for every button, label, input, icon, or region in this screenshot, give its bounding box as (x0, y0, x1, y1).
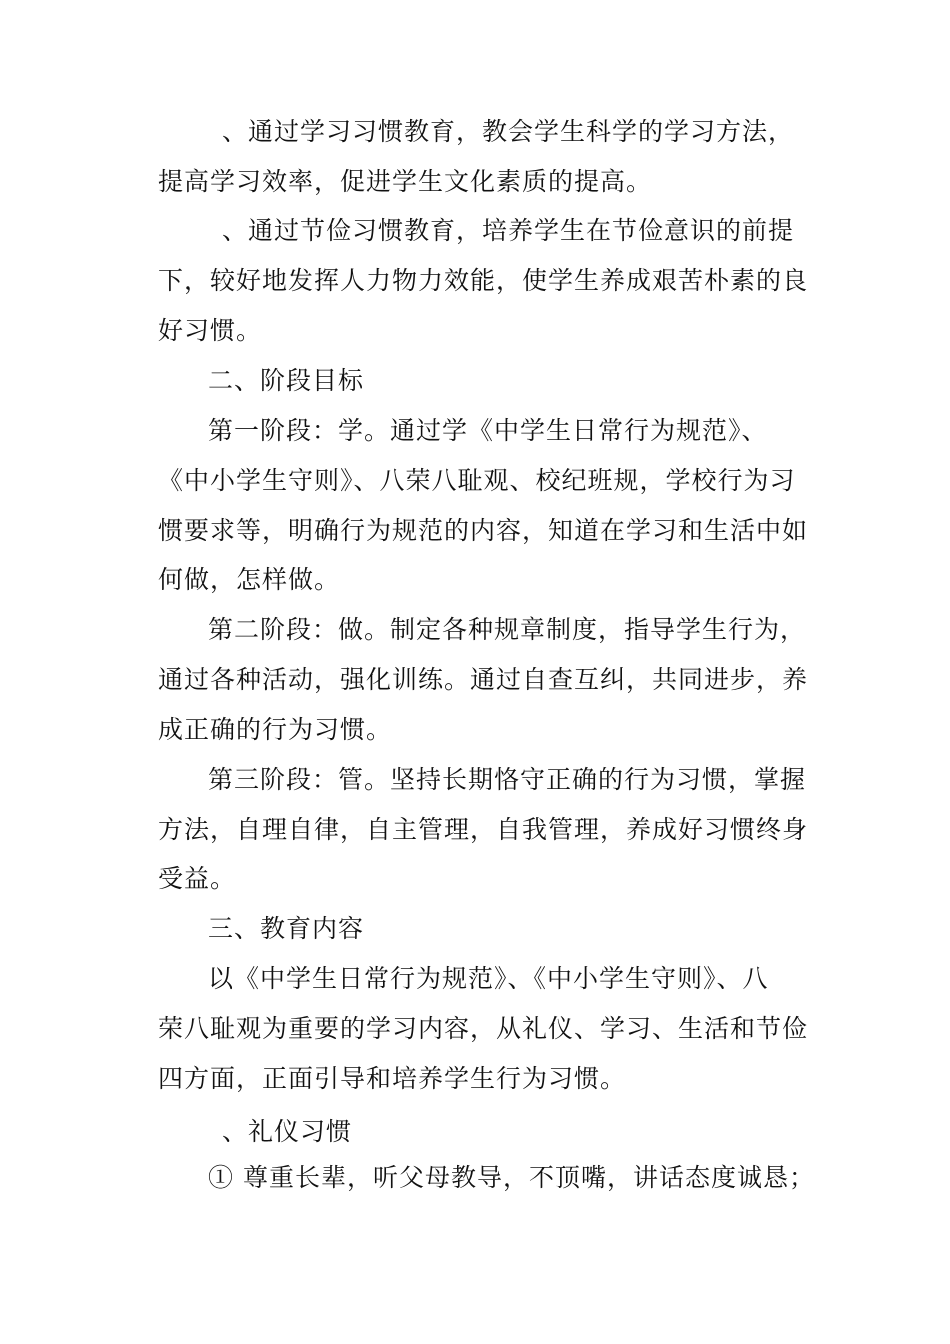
text-line: 方法，自理自律，自主管理，自我管理，养成好习惯终身 (158, 815, 809, 844)
text-line: 第一阶段：学。通过学《中学生日常行为规范》、 (208, 416, 768, 445)
text-line: 提高学习效率，促进学生文化素质的提高。 (158, 167, 653, 196)
text-line: 第二阶段：做。制定各种规章制度，指导学生行为， (208, 615, 807, 644)
section-heading: 二、阶段目标 (208, 366, 365, 395)
list-item: ① 尊重长辈，听父母教导，不顶嘴，讲话态度诚恳； (208, 1163, 815, 1192)
text-line: 荣八耻观为重要的学习内容，从礼仪、学习、生活和节俭 (158, 1014, 809, 1043)
text-line: 好习惯。 (158, 316, 263, 345)
text-line: 、通过节俭习惯教育，培养学生在节俭意识的前提 (222, 216, 795, 245)
text-line: 《中小学生守则》、八荣八耻观、校纪班规，学校行为习 (158, 466, 796, 495)
text-line: 成正确的行为习惯。 (158, 715, 393, 744)
section-heading: 三、教育内容 (208, 914, 365, 943)
text-line: 四方面，正面引导和培养学生行为习惯。 (158, 1064, 627, 1093)
text-line: 以《中学生日常行为规范》、《中小学生守则》、八 (208, 964, 769, 993)
text-line: 受益。 (158, 864, 237, 893)
text-line: 通过各种活动，强化训练。通过自查互纠，共同进步，养 (158, 665, 809, 694)
text-line: 、通过学习习惯教育，教会学生科学的学习方法， (222, 117, 795, 146)
text-line: 惯要求等，明确行为规范的内容，知道在学习和生活中如 (158, 516, 809, 545)
text-line: 下，较好地发挥人力物力效能，使学生养成艰苦朴素的良 (158, 266, 809, 295)
text-line: 何做，怎样做。 (158, 565, 341, 594)
text-line: 第三阶段：管。坚持长期恪守正确的行为习惯，掌握 (208, 765, 807, 794)
subsection-heading: 、礼仪习惯 (222, 1117, 353, 1146)
